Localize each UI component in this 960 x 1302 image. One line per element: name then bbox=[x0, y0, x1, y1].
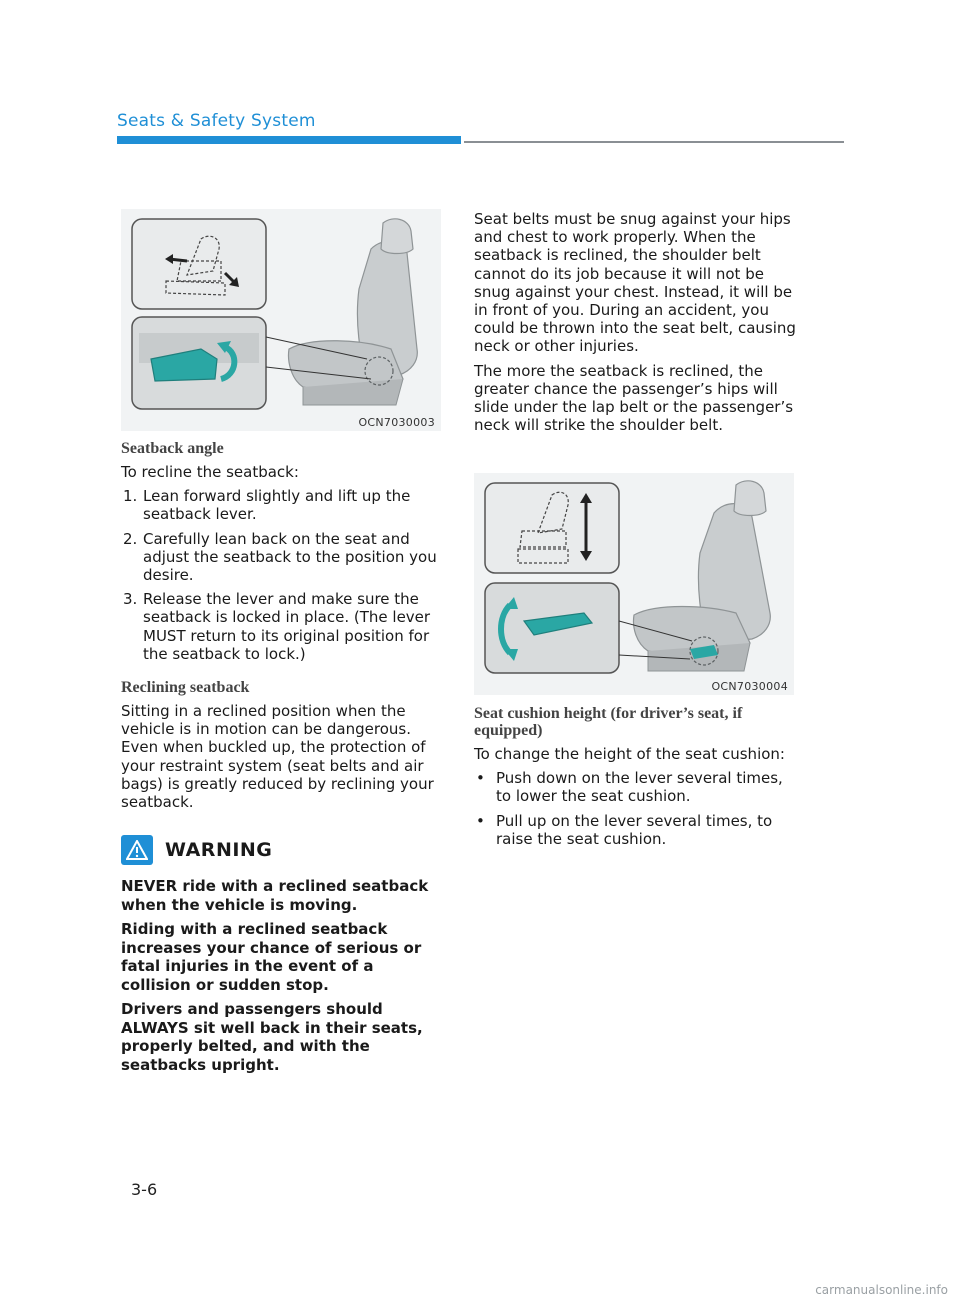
right-column-bottom bbox=[474, 705, 800, 854]
list-item: • Push down on the lever several times, to lower the seat cushion. bbox=[476, 769, 783, 806]
height-lever-closeup-icon bbox=[485, 583, 619, 673]
warning-label: WARNING bbox=[165, 839, 273, 862]
list-item: 1. Lean forward slightly and lift up the seatback lever. bbox=[123, 487, 411, 524]
list-item: • Pull up on the lever several times, to raise the seat cushion. bbox=[476, 811, 773, 848]
seatback-lever-closeup-icon bbox=[132, 317, 266, 409]
warning-paragraph: NEVER ride with a reclined seatback when the vehicle is moving. bbox=[121, 877, 429, 914]
header-accent-bar bbox=[117, 136, 461, 144]
seat-recline-illustration bbox=[121, 209, 441, 431]
heading-seat-cushion-height: Seat cushion height (for driver’s seat, if equipped) bbox=[474, 705, 743, 739]
page-number: 3-6 bbox=[131, 1180, 158, 1199]
figure-cushion-height bbox=[474, 473, 794, 695]
recline-steps bbox=[121, 487, 447, 663]
intro-text: To change the height of the seat cushion: bbox=[474, 745, 785, 763]
intro-text: To recline the seatback: bbox=[121, 463, 299, 481]
header-rule bbox=[464, 141, 844, 143]
seatbelt-paragraph: Seat belts must be snug against your hips and chest to work properly. When the seatback is reclined, the shoulder belt cannot do its job because it will not be snug against your chest. Instead, it will be in front of you. During an accident, you could be thrown into the seat belt, causing neck or other injuries. bbox=[474, 210, 796, 356]
right-column-top bbox=[474, 210, 796, 440]
heading-reclining-seatback: Reclining seatback bbox=[121, 679, 250, 697]
warning-paragraph: Drivers and passengers should ALWAYS sit well back in their seats, properly belted, and with the seatbacks upright. bbox=[121, 1000, 423, 1074]
section-title: Seats & Safety System bbox=[117, 111, 316, 131]
figure-code: OCN7030004 bbox=[711, 680, 788, 693]
left-column bbox=[121, 440, 447, 1080]
watermark: carmanualsonline.info bbox=[815, 1283, 948, 1297]
reclining-paragraph: Sitting in a reclined position when the vehicle is in motion can be dangerous. Even when buckled up, the protection of your restraint system (seat belts and air bags) is greatly reduced by reclining your seatback. bbox=[121, 702, 434, 812]
seat-height-diagram-icon bbox=[485, 483, 619, 573]
warning-triangle-icon bbox=[121, 835, 153, 865]
figure-code: OCN7030003 bbox=[358, 416, 435, 429]
list-item: 3. Release the lever and make sure the seatback is locked in place. (The lever MUST return to its original position for the seatback to lock.) bbox=[123, 590, 431, 663]
seat-height-illustration bbox=[474, 473, 794, 695]
recline-risk-paragraph: The more the seatback is reclined, the greater chance the passenger’s hips will slide under the lap belt or the passenger’s neck will strike the shoulder belt. bbox=[474, 361, 794, 435]
warning-box bbox=[121, 835, 447, 1074]
cushion-steps bbox=[474, 769, 800, 848]
car-seat-icon bbox=[634, 481, 771, 671]
figure-seatback-angle bbox=[121, 209, 441, 431]
warning-paragraph: Riding with a reclined seatback increases your chance of serious or fatal injuries in the event of a collision or sudden stop. bbox=[121, 920, 422, 994]
seat-recline-diagram-icon bbox=[132, 219, 266, 309]
heading-seatback-angle: Seatback angle bbox=[121, 440, 224, 457]
list-item: 2. Carefully lean back on the seat and adjust the seatback to the position you desire. bbox=[123, 529, 437, 585]
